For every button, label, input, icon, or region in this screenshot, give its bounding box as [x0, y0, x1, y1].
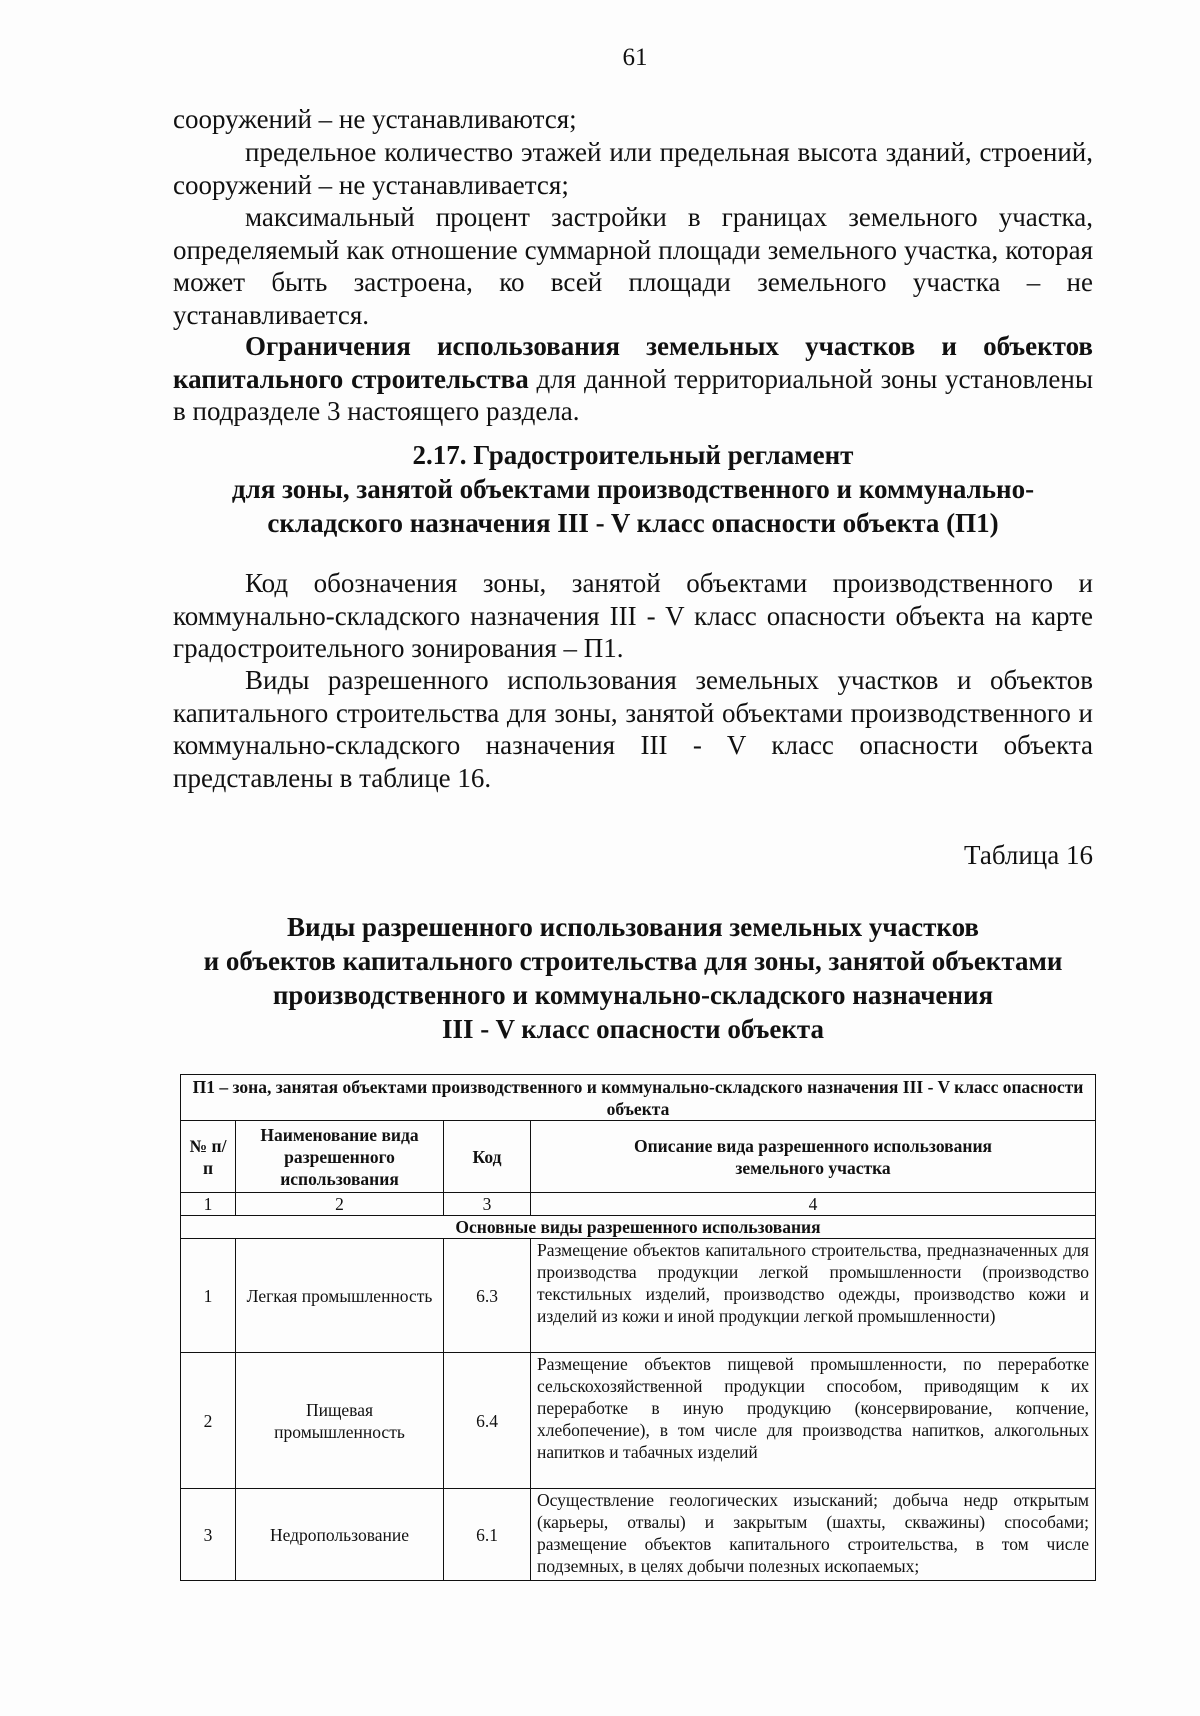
paragraph-3 [173, 201, 1093, 331]
table-title [173, 910, 1093, 1046]
zone-header: П1 – зона, занятая объектами производственного и коммунально-складского назначения III - V класс опасности объекта [181, 1075, 1096, 1121]
column-number-4: 4 [531, 1193, 1096, 1216]
column-number-2: 2 [236, 1193, 444, 1216]
table-title-line-1: Виды разрешенного использования земельных участков [287, 912, 979, 942]
table-caption: Таблица 16 [964, 840, 1093, 870]
paragraph-5 [173, 567, 1093, 665]
section-heading-line-1: 2.17. Градостроительный регламент [412, 440, 854, 470]
row-description: Размещение объектов капитального строительства, предназначенных для производства продукции легкой промышленности (производство текстильных изделий, производство одежды, производство кожи и изделий из кожи и иной продукции легкой промышленности) [531, 1239, 1096, 1353]
table-title-line-3: производственного и коммунально-складского назначения [272, 980, 994, 1010]
paragraph-4 [173, 330, 1093, 428]
paragraph-4-rest: для данной территориальной зоны установлены в подразделе 3 настоящего раздела. [173, 363, 1093, 426]
column-header-description: Описание вида разрешенного использования земельного участка [531, 1121, 1096, 1193]
table-title-line-2: и объектов капитального строительства для зоны, занятой объектами [203, 946, 1063, 976]
page-number: 61 [622, 44, 648, 71]
section-heading [173, 438, 1093, 540]
row-name: Недропользование [236, 1489, 444, 1581]
column-number-3: 3 [444, 1193, 531, 1216]
row-name: Пищевая промышленность [236, 1353, 444, 1489]
paragraph-6 [173, 664, 1093, 794]
paragraph-3-text: максимальный процент застройки в границах земельного участка, определяемый как отношение суммарной площади земельного участка, которая может быть застроена, ко всей площади земельного участка – не устанавливается. [173, 202, 1093, 330]
paragraph-1: сооружений – не устанавливаются; [173, 104, 577, 134]
section-heading-line-2: для зоны, занятой объектами производственного и коммунально- [231, 474, 1035, 504]
table-row [181, 1239, 1096, 1353]
paragraph-5-text: Код обозначения зоны, занятой объектами производственного и коммунально-складского назначения III - V класс опасности объекта на карте градостроительного зонирования – П1. [173, 568, 1093, 663]
column-header-num: № п/п [181, 1121, 236, 1193]
permitted-use-table [180, 1074, 1096, 1581]
column-header-name: Наименование вида разрешенного использования [236, 1121, 444, 1193]
row-num: 3 [181, 1489, 236, 1581]
row-description: Осуществление геологических изысканий; добыча недр открытым (карьеры, отвалы) и закрытым (шахты, скважины) способами; размещение объектов капитального строительства, в том числе подземных, в целях добычи полезных ископаемых; [531, 1489, 1096, 1581]
table-row [181, 1353, 1096, 1489]
row-code: 6.1 [444, 1489, 531, 1581]
column-number-1: 1 [181, 1193, 236, 1216]
table-title-line-4: III - V класс опасности объекта [441, 1014, 825, 1044]
row-num: 1 [181, 1239, 236, 1353]
column-header-code: Код [444, 1121, 531, 1193]
paragraph-2 [173, 136, 1093, 201]
row-num: 2 [181, 1353, 236, 1489]
section-heading-line-3: складского назначения III - V класс опасности объекта (П1) [267, 508, 999, 538]
row-code: 6.4 [444, 1353, 531, 1489]
paragraph-4-bold: Ограничения использования земельных участков и объектов капитального строительства [173, 331, 1093, 394]
row-name: Легкая промышленность [236, 1239, 444, 1353]
row-code: 6.3 [444, 1239, 531, 1353]
paragraph-6-text: Виды разрешенного использования земельных участков и объектов капитального строительства для зоны, занятой объектами производственного и коммунально-складского назначения III - V класс опасности объекта представлены в таблице 16. [173, 665, 1093, 793]
row-description: Размещение объектов пищевой промышленности, по переработке сельскохозяйственной продукции способом, приводящим к их переработке в иную продукцию (консервирование, копчение, хлебопечение), в том числе для производства напитков, алкогольных напитков и табачных изделий [531, 1353, 1096, 1489]
table-row [181, 1489, 1096, 1581]
paragraph-2-text: предельное количество этажей или предельная высота зданий, строений, сооружений – не устанавливается; [173, 137, 1093, 200]
group-header: Основные виды разрешенного использования [181, 1216, 1096, 1239]
